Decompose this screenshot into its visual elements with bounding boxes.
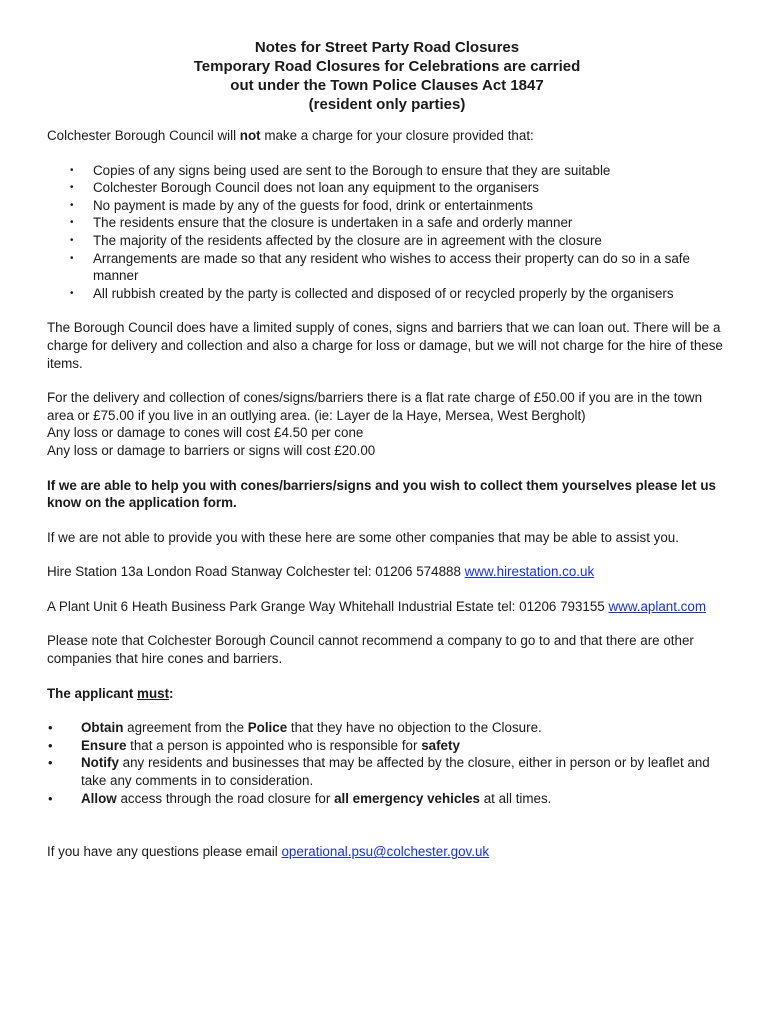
list-item <box>81 737 727 755</box>
list-item <box>81 790 727 808</box>
intro-before: Colchester Borough Council will <box>47 128 240 143</box>
requirement-emphasis: safety <box>421 737 460 753</box>
aplant-entry <box>47 598 727 616</box>
supply-paragraph: The Borough Council does have a limited supply of cones, signs and barriers that we can loan out. There will be a charge for delivery and collection and also a charge for loss or damage, but we will not charge for the hire of these items. <box>47 320 723 371</box>
list-item <box>81 719 727 737</box>
barrier-charge-text: Any loss or damage to barriers or signs will cost £20.00 <box>47 442 376 458</box>
cone-charge-text: Any loss or damage to cones will cost £4.50 per cone <box>47 425 364 441</box>
applicant-heading <box>47 685 727 703</box>
applicant-before: The applicant <box>47 685 138 701</box>
collect-notice: If we are able to help you with cones/barriers/signs and you wish to collect them yourselves please let us know on the application form. <box>47 477 716 511</box>
list-item: • Copies of any signs being used are sent to the Borough to ensure that they are suitable <box>93 162 727 180</box>
requirement-verb: Ensure <box>81 737 127 753</box>
requirement-text: at all times. <box>479 790 552 806</box>
hire-station-link[interactable]: www.hirestation.co.uk <box>464 564 595 580</box>
hire-station-entry <box>47 563 727 581</box>
list-item: • All rubbish created by the party is collected and disposed of or recycled properly by the organisers <box>93 285 727 303</box>
document-page <box>47 38 727 861</box>
intro-after: make a charge for your closure provided that: <box>260 128 534 143</box>
title-line-4: (resident only parties) <box>308 96 466 113</box>
list-item: • Colchester Borough Council does not loan any equipment to the organisers <box>93 179 727 197</box>
contact-email-link[interactable]: operational.psu@colchester.gov.uk <box>281 844 490 860</box>
aplant-text: A Plant Unit 6 Heath Business Park Grange Way Whitehall Industrial Estate tel: 01206 793155 <box>47 598 609 614</box>
requirement-text: access through the road closure for <box>116 790 335 806</box>
list-item: • No payment is made by any of the guests for food, drink or entertainments <box>93 197 727 215</box>
conditions-list <box>47 162 727 303</box>
list-item <box>81 754 727 789</box>
applicant-must: must <box>137 685 170 701</box>
requirement-emphasis: all emergency vehicles <box>334 790 480 806</box>
requirement-verb: Allow <box>81 790 117 806</box>
applicant-after: : <box>169 685 174 701</box>
contact-line <box>47 843 727 861</box>
list-item: • The residents ensure that the closure is undertaken in a safe and orderly manner <box>93 214 727 232</box>
delivery-charge-text: For the delivery and collection of cones/signs/barriers there is a flat rate charge of £50.00 if you are in the town area or £75.00 if you live in an outlying area. (ie: Layer de la Haye, Mersea, West Bergholt) <box>47 390 703 423</box>
requirement-text: that they have no objection to the Closure. <box>287 720 542 736</box>
intro-bold: not <box>239 128 261 143</box>
requirement-verb: Notify <box>81 755 119 771</box>
intro-paragraph <box>47 127 727 145</box>
list-item: • Arrangements are made so that any resident who wishes to access their property can do so in a safe manner <box>93 250 727 285</box>
requirement-verb: Obtain <box>81 720 124 736</box>
requirement-text: agreement from the <box>123 720 248 736</box>
list-item: • The majority of the residents affected by the closure are in agreement with the closure <box>93 232 727 250</box>
title-line-3: out under the Town Police Clauses Act 1847 <box>230 77 544 94</box>
charges-section <box>47 389 727 459</box>
disclaimer-paragraph: Please note that Colchester Borough Council cannot recommend a company to go to and that there are other companies that hire cones and barriers. <box>47 633 694 667</box>
aplant-link[interactable]: www.aplant.com <box>608 598 706 614</box>
requirements-list <box>47 719 727 807</box>
title-line-1: Notes for Street Party Road Closures <box>254 39 520 56</box>
document-title <box>47 38 727 114</box>
requirement-text: that a person is appointed who is responsible for <box>126 737 422 753</box>
contact-text: If you have any questions please email <box>47 844 282 860</box>
hire-station-text: Hire Station 13a London Road Stanway Colchester tel: 01206 574888 <box>47 564 465 580</box>
requirement-emphasis: Police <box>247 720 288 736</box>
requirement-text: any residents and businesses that may be affected by the closure, either in person or by leaflet and take any comments in to consideration. <box>81 755 710 789</box>
title-line-2: Temporary Road Closures for Celebrations are carried <box>193 58 581 75</box>
other-companies-paragraph: If we are not able to provide you with these here are some other companies that may be able to assist you. <box>47 529 679 545</box>
